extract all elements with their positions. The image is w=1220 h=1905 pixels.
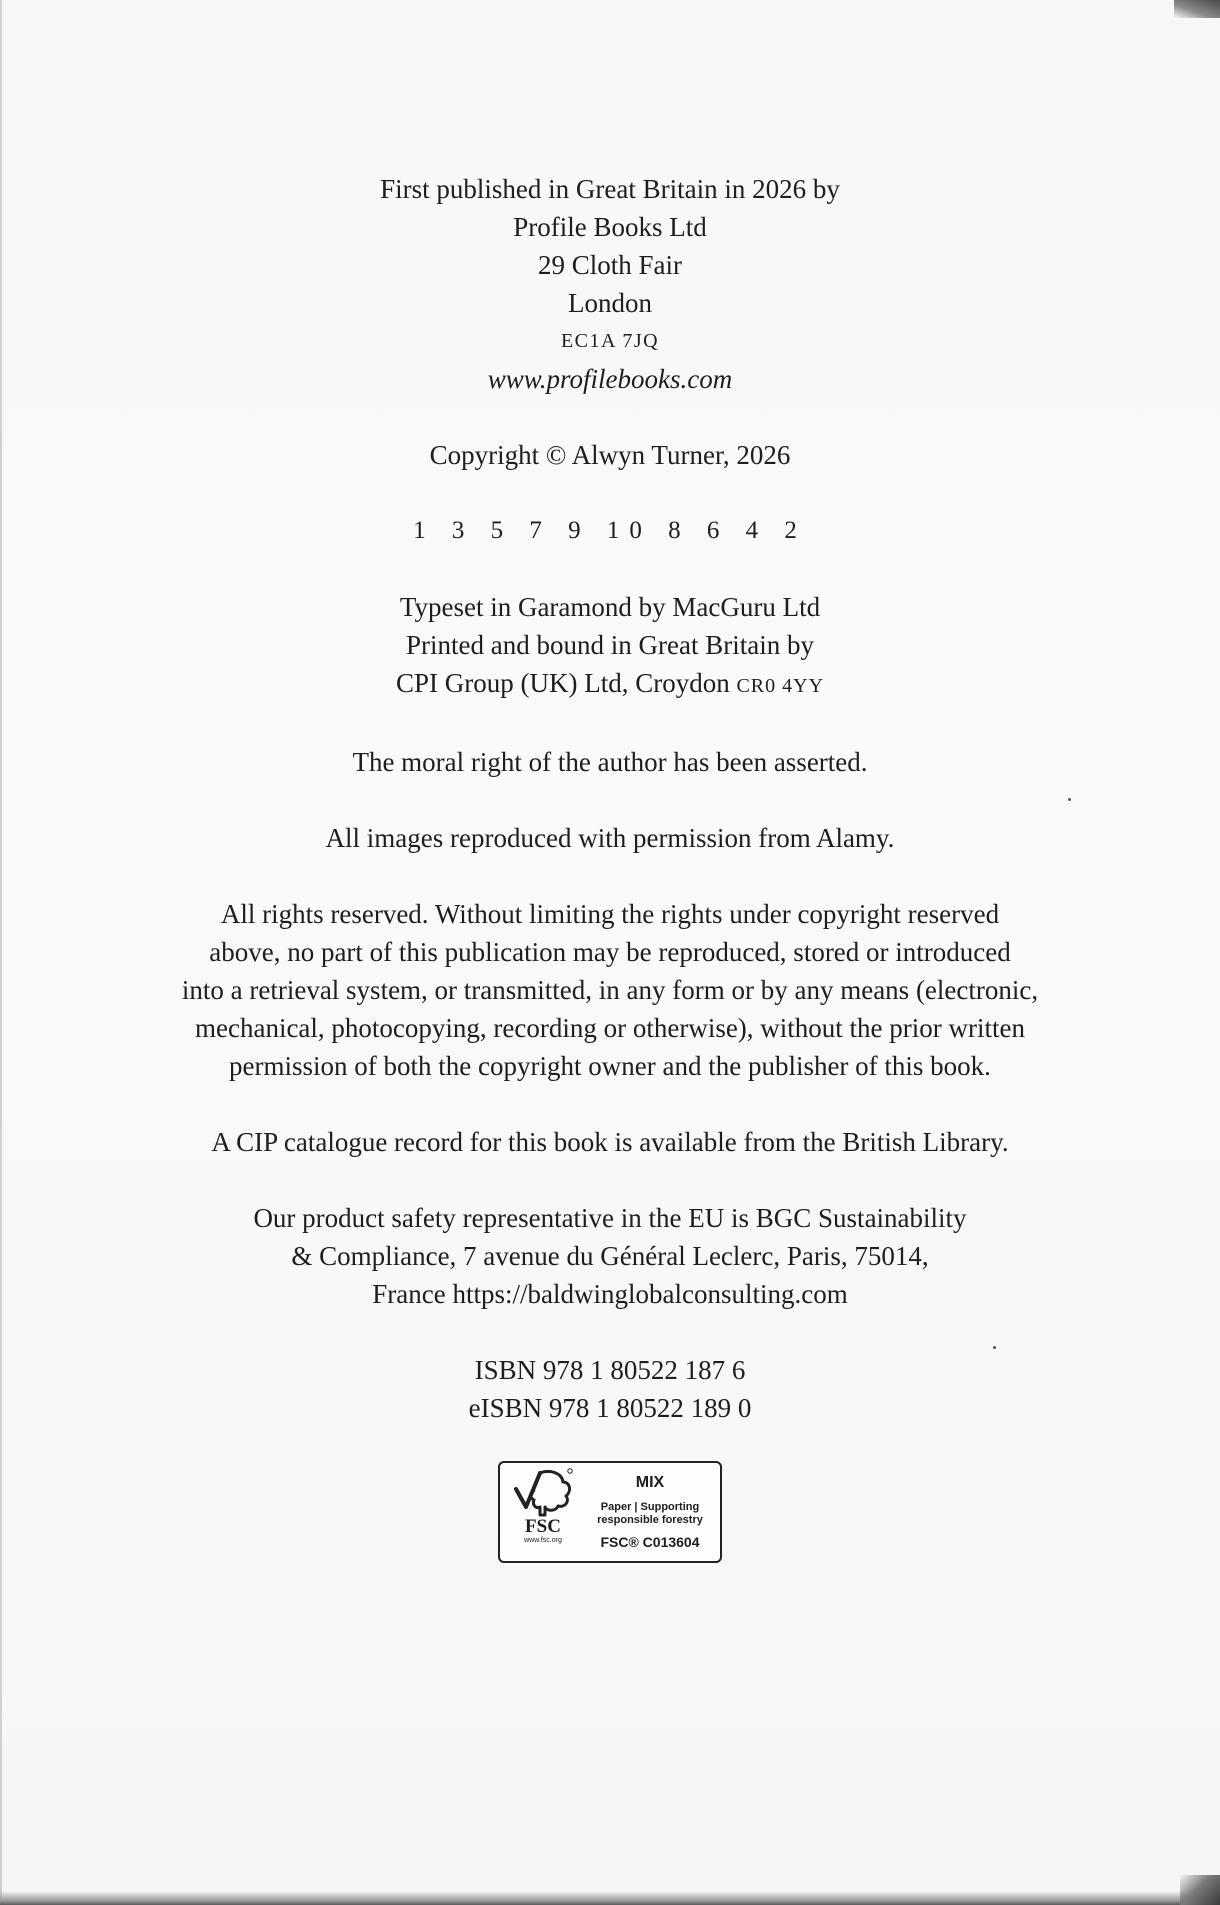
- fsc-site: www.fsc.org: [524, 1537, 562, 1544]
- typeset-line: Typeset in Garamond by MacGuru Ltd: [399, 592, 821, 622]
- imprint-content: [0, 170, 1220, 1563]
- cip-line: A CIP catalogue record for this book is available from the British Library.: [211, 1127, 1009, 1157]
- first-published-line: First published in Great Britain in 2026 by: [380, 174, 840, 204]
- printer-postcode: CR0 4YY: [736, 675, 825, 697]
- publisher-name: Profile Books Ltd: [513, 212, 707, 242]
- rights-reserved-block: [0, 895, 1220, 1085]
- typesetting-block: [0, 588, 1220, 705]
- eu-rep-line: France https://baldwinglobalconsulting.com: [372, 1279, 848, 1309]
- page-corner-top-right: [1174, 0, 1220, 18]
- eisbn-line: eISBN 978 1 80522 189 0: [468, 1393, 752, 1423]
- fsc-desc-line: responsible forestry: [597, 1514, 703, 1526]
- eu-rep-line: & Compliance, 7 avenue du Général Leclerc, Paris, 75014,: [291, 1241, 929, 1271]
- fsc-logo-text: FSC: [525, 1516, 561, 1537]
- fsc-tree-check-icon: [510, 1467, 576, 1517]
- isbn-line: ISBN 978 1 80522 187 6: [474, 1355, 746, 1385]
- publisher-website: www.profilebooks.com: [487, 364, 733, 394]
- rights-line: into a retrieval system, or transmitted, in any form or by any means (electronic,: [181, 975, 1039, 1005]
- moral-right-line: The moral right of the author has been asserted.: [352, 747, 868, 777]
- page-corner-bottom-right: [1180, 1875, 1220, 1905]
- fsc-license-code: FSC® C013604: [600, 1534, 700, 1550]
- printer-line: [0, 664, 1220, 705]
- printer-name: CPI Group (UK) Ltd, Croydon: [395, 668, 730, 698]
- publisher-postcode: EC1A 7JQ: [560, 330, 660, 352]
- fsc-desc-line: Paper | Supporting: [600, 1501, 700, 1513]
- rights-line: permission of both the copyright owner and the publisher of this book.: [229, 1051, 991, 1081]
- fsc-mix: MIX: [635, 1474, 665, 1491]
- rights-line: mechanical, photocopying, recording or otherwise), without the prior written: [194, 1013, 1025, 1043]
- printing-line: 1 3 5 7 9 10 8 6 4 2: [413, 517, 807, 544]
- publisher-block: [0, 170, 1220, 398]
- fsc-logo: [500, 1463, 586, 1561]
- isbn-block: [0, 1351, 1220, 1427]
- publisher-city: London: [568, 288, 652, 318]
- publisher-street: 29 Cloth Fair: [537, 250, 682, 280]
- images-credit-line: All images reproduced with permission from Alamy.: [325, 823, 895, 853]
- rights-line: All rights reserved. Without limiting the rights under copyright reserved: [220, 899, 1000, 929]
- eu-rep-line: Our product safety representative in the EU is BGC Sustainability: [253, 1203, 967, 1233]
- copyright-line: Copyright © Alwyn Turner, 2026: [429, 440, 791, 470]
- fsc-mix-label: [498, 1461, 722, 1563]
- fsc-text: [586, 1463, 720, 1561]
- page-edge-bottom: [0, 1891, 1220, 1905]
- rights-line: above, no part of this publication may be reproduced, stored or introduced: [209, 937, 1011, 967]
- printed-line: Printed and bound in Great Britain by: [406, 630, 814, 660]
- eu-representative-block: [0, 1199, 1220, 1313]
